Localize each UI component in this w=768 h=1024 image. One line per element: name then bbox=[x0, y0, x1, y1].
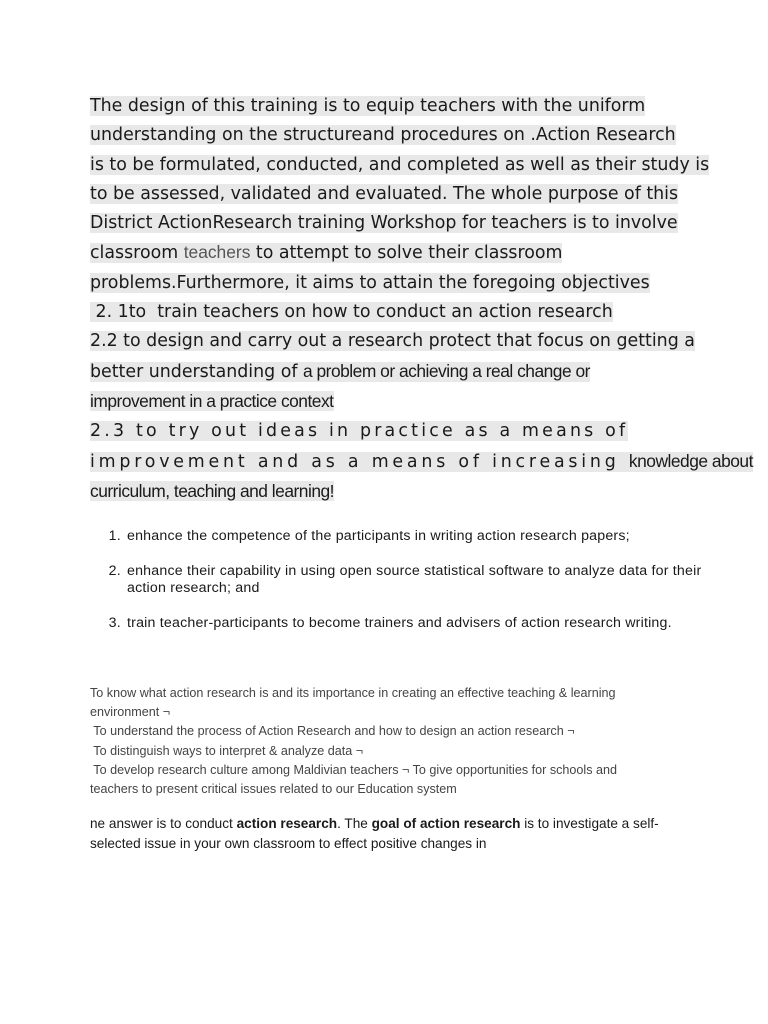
intro-paragraph bbox=[90, 92, 753, 507]
answer-paragraph: ne answer is to conduct action research. The goal of action research is to investigate a self-selected issue in your own classroom to effect positive changes in bbox=[90, 816, 659, 851]
intro-line: understanding on the structureand procedures on .Action Research bbox=[90, 125, 676, 146]
intro-line: curriculum, teaching and learning! bbox=[90, 480, 335, 501]
goal-term: goal of action research bbox=[371, 816, 521, 831]
objective-2-1: 2. 1to train teachers on how to conduct an action research bbox=[90, 302, 613, 323]
intro-line: classroom teachers to attempt to solve their classroom bbox=[90, 242, 563, 264]
objective-2-2: 2.2 to design and carry out a research protect that focus on getting a bbox=[90, 331, 695, 352]
intro-line: to be assessed, validated and evaluated. The whole purpose of this bbox=[90, 183, 679, 204]
objective-line: To know what action research is and its importance in creating an effective teaching & learning bbox=[90, 686, 616, 700]
objective-line: teachers to present critical issues related to our Education system bbox=[90, 782, 457, 797]
intro-line: improvement in a practice context bbox=[90, 390, 334, 411]
intro-line: The design of this training is to equip teachers with the uniform bbox=[90, 96, 646, 116]
objective-line: To understand the process of Action Research and how to design an action research ¬ bbox=[90, 724, 575, 739]
intro-line: is to be formulated, conducted, and completed as well as their study is bbox=[90, 154, 710, 175]
list-item: 3. train teacher-participants to become trainers and advisers of action research writing. bbox=[125, 615, 725, 633]
intro-line: District ActionResearch training Workshop for teachers is to involve bbox=[90, 213, 678, 234]
goals-list bbox=[90, 528, 725, 649]
list-item: 1. enhance the competence of the participants in writing action research papers; bbox=[125, 528, 725, 546]
action-research-term: action research bbox=[236, 816, 338, 831]
objective-line: environment ¬ bbox=[90, 705, 171, 720]
objective-line: To distinguish ways to interpret & analyze data ¬ bbox=[90, 743, 364, 758]
intro-line: improvement and as a means of increasing knowledge about bbox=[90, 450, 753, 472]
intro-line: problems.Furthermore, it aims to attain the foregoing objectives bbox=[90, 272, 650, 293]
list-item: 2. enhance their capability in using open source statistical software to analyze data for their action research; and bbox=[125, 563, 725, 598]
intro-line: better understanding of a problem or achieving a real change or bbox=[90, 360, 590, 382]
objective-line: To develop research culture among Maldivian teachers ¬ To give opportunities for schools and bbox=[90, 762, 618, 777]
objective-2-3: 2.3 to try out ideas in practice as a means of bbox=[90, 421, 629, 442]
objectives-block bbox=[90, 684, 680, 799]
